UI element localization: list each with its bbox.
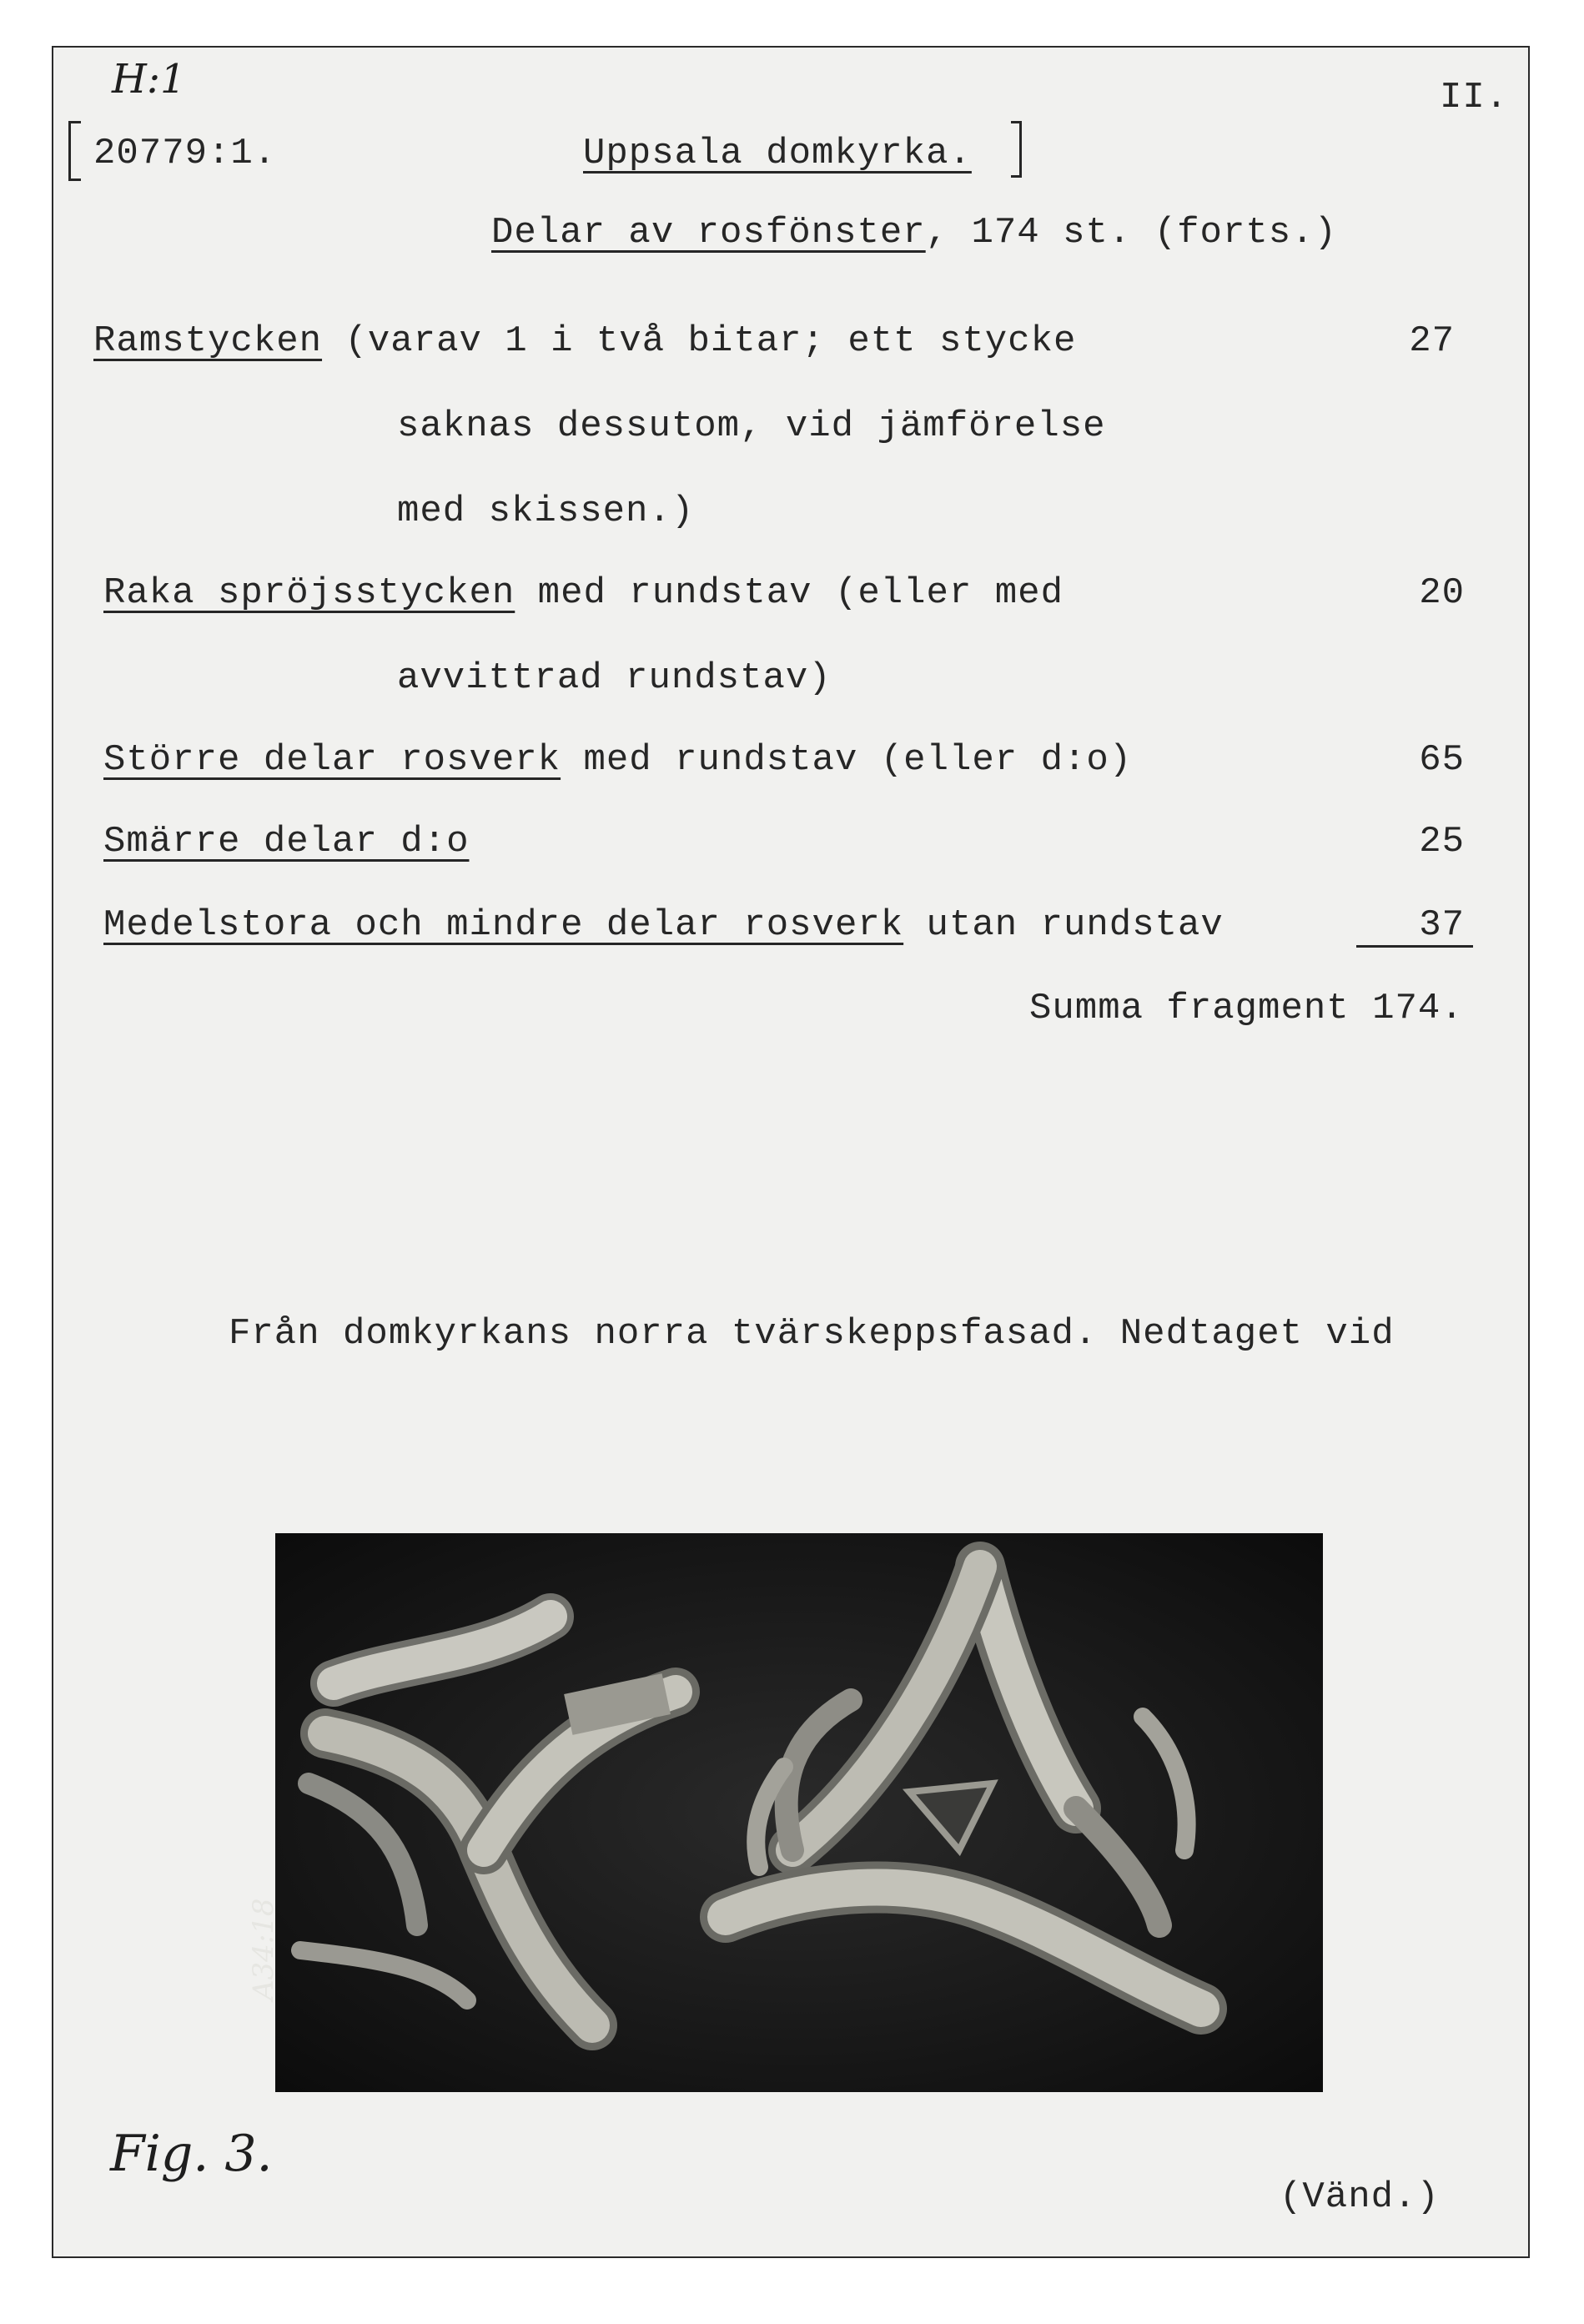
tracery-illustration: [275, 1533, 1323, 2092]
bracket-right: [1011, 121, 1022, 178]
item-count: 27: [1409, 320, 1455, 362]
item-count: 37: [1419, 904, 1465, 946]
item-desc-line: utan rundstav: [903, 904, 1224, 946]
item-desc-line: med rundstav (eller d:o): [561, 739, 1133, 781]
photo-number-label: A34:18: [247, 1898, 280, 2000]
subtitle-item: Delar av rosfönster: [491, 212, 926, 254]
page-label: II.: [1440, 77, 1509, 118]
item-label: Smärre delar d:o: [103, 821, 470, 863]
catalog-number: 20779:1.: [93, 133, 277, 174]
provenance-note: Från domkyrkans norra tvärskeppsfasad. Nedtaget vid: [229, 1313, 1395, 1355]
photograph-tracery-fragments: [247, 1533, 1323, 2092]
sum-rule: [1356, 945, 1473, 948]
item-label: Ramstycken: [93, 320, 323, 362]
item-count: 65: [1419, 739, 1465, 781]
subtitle: [491, 212, 1337, 254]
item-desc-line: avvittrad rundstav): [397, 657, 832, 699]
subtitle-rest: , 174 st. (forts.): [925, 212, 1337, 254]
handwritten-mark: H:1: [112, 56, 186, 103]
item-count: 20: [1419, 572, 1465, 614]
total-line: Summa fragment 174.: [1029, 988, 1464, 1029]
item-label: Större delar rosverk: [103, 739, 561, 781]
item-count: 25: [1419, 821, 1465, 863]
item-desc-line: (varav 1 i två bitar; ett stycke: [322, 320, 1077, 362]
item-desc-line: saknas dessutom, vid jämförelse: [397, 405, 1106, 447]
item-desc-line: med skissen.): [397, 490, 695, 532]
figure-label: Fig. 3.: [110, 2125, 273, 2183]
bracket-left: [68, 121, 81, 181]
turn-note: (Vänd.): [1280, 2176, 1440, 2218]
item-label: Medelstora och mindre delar rosverk: [103, 904, 904, 946]
item-desc-line: med rundstav (eller med: [515, 572, 1064, 614]
item-label: Raka spröjsstycken: [103, 572, 515, 614]
location-title: Uppsala domkyrka.: [583, 133, 972, 174]
